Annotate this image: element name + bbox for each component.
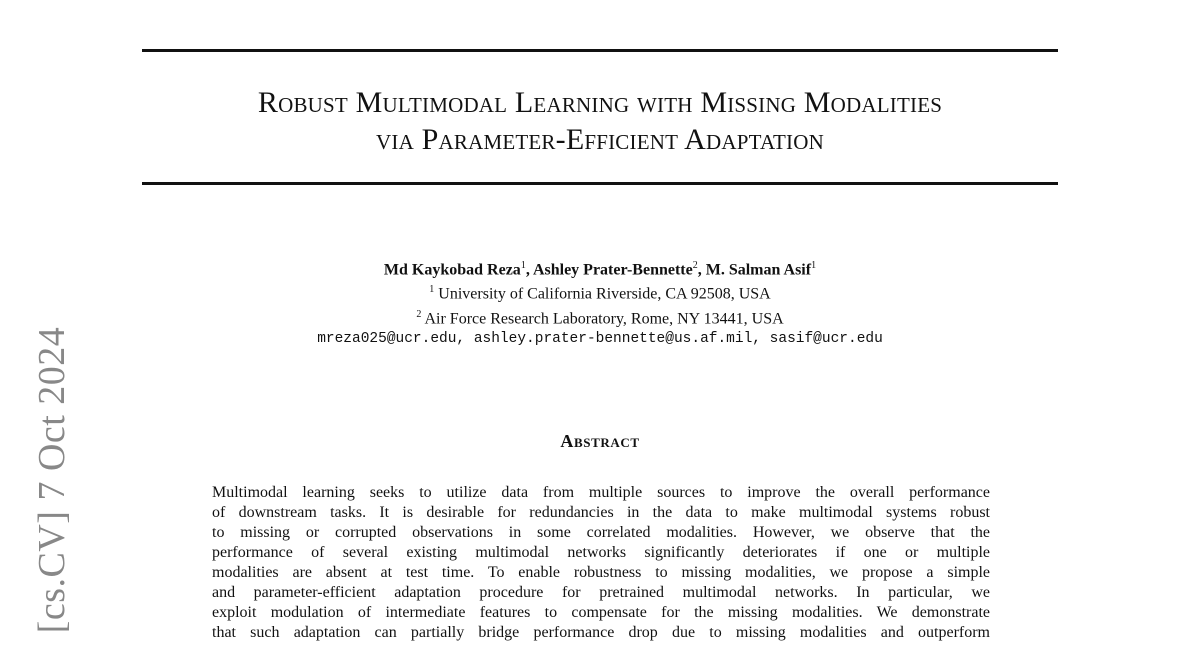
affiliation-2 — [142, 305, 1058, 329]
author-name: M. Salman Asif — [705, 261, 812, 279]
author-name: Ashley Prater-Bennette — [532, 261, 693, 279]
abstract-line: performance of several existing multimodal networks significantly deteriorates if one or multiple — [212, 544, 990, 561]
title-rule-top — [142, 49, 1058, 52]
author-emails: mreza025@ucr.edu, ashley.prater-bennette@us.af.mil, sasif@ucr.edu — [317, 330, 883, 347]
affiliation-1 — [142, 280, 1058, 304]
abstract-line: exploit modulation of intermediate features to compensate for the missing modalities. We demonstrate — [212, 604, 990, 621]
author-block — [142, 256, 1058, 349]
abstract-line: and parameter-efficient adaptation procedure for pretrained multimodal networks. In particular, we — [212, 584, 990, 601]
abstract-line: Multimodal learning seeks to utilize data from multiple sources to improve the overall performance — [212, 484, 990, 501]
abstract-line: that such adaptation can partially bridge performance drop due to missing modalities and outperform — [212, 624, 990, 641]
author-affiliation-mark: 1 — [520, 260, 526, 271]
abstract-heading: Abstract — [560, 431, 640, 451]
affiliation-text: University of California Riverside, CA 92508, USA — [438, 285, 771, 303]
title-line-2: via Parameter-Efficient Adaptation — [376, 123, 824, 156]
paper-title — [142, 84, 1058, 158]
abstract-body — [212, 483, 990, 643]
author-name: Md Kaykobad Reza — [383, 261, 521, 279]
arxiv-stamp: [cs.CV] 7 Oct 2024 — [31, 326, 73, 634]
author-affiliation-mark: 2 — [692, 260, 698, 271]
author-affiliation-mark: 1 — [811, 260, 817, 271]
affiliation-text: Air Force Research Laboratory, Rome, NY 13441, USA — [424, 309, 784, 327]
abstract-line: of downstream tasks. It is desirable for redundancies in the data to make multimodal systems robust — [212, 504, 990, 521]
author-separator: , — [697, 261, 706, 279]
author-separator: , — [525, 261, 533, 279]
abstract-line: modalities are absent at test time. To enable robustness to missing modalities, we propose a simple — [212, 564, 990, 581]
affiliation-number: 2 — [416, 308, 422, 320]
title-line-1: Robust Multimodal Learning with Missing Modalities — [257, 86, 943, 119]
abstract-line: to missing or corrupted observations in some correlated modalities. However, we observe that the — [212, 524, 990, 541]
affiliation-number: 1 — [429, 284, 435, 296]
title-rule-bottom — [142, 182, 1058, 185]
author-names — [142, 256, 1058, 280]
